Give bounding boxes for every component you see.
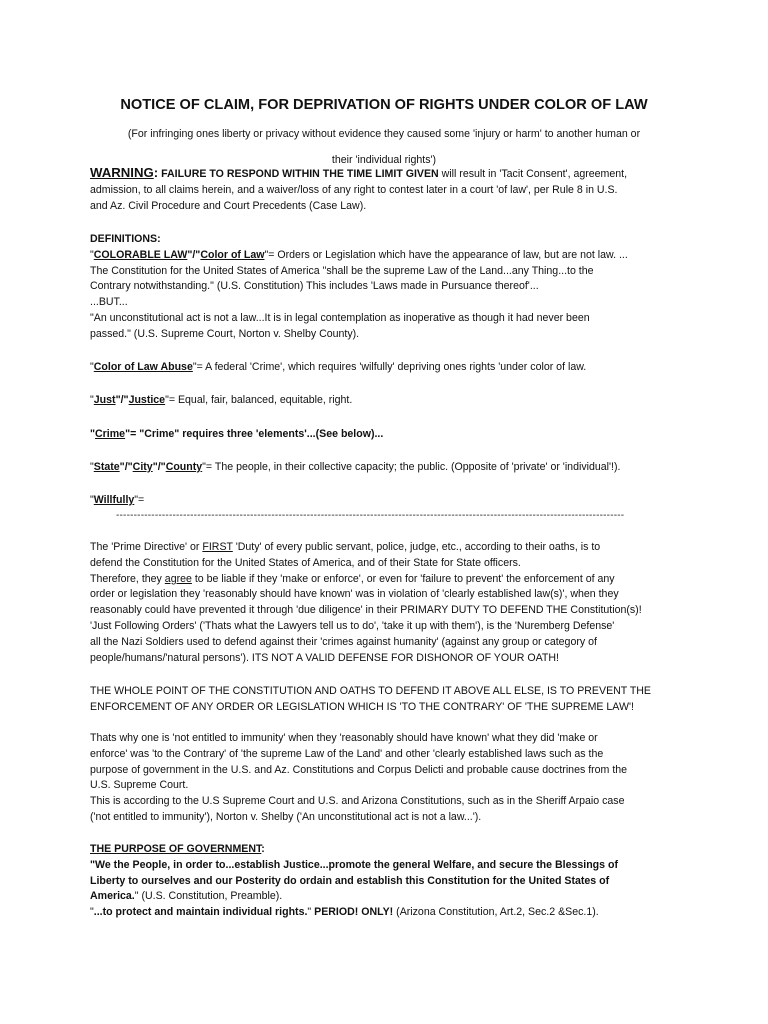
definition-just: "Just"/"Justice"= Equal, fair, balanced, equitable, right. [90,394,353,406]
definition-color-of-law-abuse: "Color of Law Abuse"= A federal 'Crime', which requires 'wilfully' depriving ones rights 'under color of law. [90,361,587,373]
warning-paragraph: WARNING: FAILURE TO RESPOND WITHIN THE TIME LIMIT GIVEN will result in 'Tacit Consent', agreement, admission, to all claims herein, and a waiver/loss of any right to contest later in a court 'of law', per Rule 8 in U.S. and Az. Civil Procedure and Court Precedents (Case Law). [90,165,628,212]
definition-willfully: "Willfully"= [90,494,145,506]
warning-label: WARNING [90,165,154,180]
dashed-separator: ------------------------------------------------------------------------------------------------------------------------------------------------ [116,510,625,521]
subtitle-line: (For infringing ones liberty or privacy without evidence they caused some 'injury or harm' to another human or [127,127,641,140]
definition-state: "State"/"City"/"County"= The people, in their collective capacity; the public. (Opposite of 'private' or 'individual'!). [90,461,621,473]
definitions-heading: DEFINITIONS: [90,233,161,245]
definition-colorable-law: "COLORABLE LAW"/"Color of Law"= Orders or Legislation which have the appearance of law, but are not law. ... [90,248,628,261]
purpose-heading: THE PURPOSE OF GOVERNMENT [90,843,262,855]
immunity-paragraph: Thats why one is 'not entitled to immunity' when they 'reasonably should have known' what they did 'make or enforce' was 'to the Contrary' of 'the supreme Law of the Land' and other 'clearly established laws such as the purpose of government in the U.S. and Az. Constitutions and Corpus Delicti and probable cause doctrines from the U.S. Supreme Court. This is according to the U.S Supreme Court and U.S. and Arizona Constitutions, such as in the Sheriff Arpaio case ('not entitled to immunity'), Norton v. Shelby ('An unconstitutional act is not a law...'). [90,732,628,823]
document-title: NOTICE OF CLAIM, FOR DEPRIVATION OF RIGHTS UNDER COLOR OF LAW [120,97,648,113]
subtitle-line: their 'individual rights') [331,153,437,166]
purpose-of-government-section: THE PURPOSE OF GOVERNMENT: "We the People, in order to...establish Justice...promote the general Welfare, and secure the Blessings of Liberty to ourselves and our Posterity do ordain and establish this Constitution for the United States of America." (U.S. Constitution, Preamble). "...to protect and maintain individual rights." PERIOD! ONLY! (Arizona Constitution, Art.2, Sec.2 &Sec.1). [90,843,618,919]
prime-directive-paragraph: The 'Prime Directive' or FIRST 'Duty' of every public servant, police, judge, etc., according to their oaths, is to defend the Constitution for the United States of America, and of their State for State officers. Therefore, they agree to be liable if they 'make or enforce', or even for 'failure to prevent' the enforcement of any order or legislation they 'reasonably should have known' was in violation of 'clearly established law(s)', when they reasonably could have prevented it through 'due diligence' in their PRIMARY DUTY TO DEFEND THE Constitution(s)! 'Just Following Orders' ('Thats what the Lawyers tell us to do', 'take it up with them'), is the 'Nuremberg Defense' all the Nazi Soldiers used to defend against their 'crimes against humanity' (against any group or category of people/humans/'natural persons'). ITS NOT A VALID DEFENSE FOR DISHONOR OF YOUR OATH! [90,541,642,664]
warning-bold-text: FAILURE TO RESPOND WITHIN THE TIME LIMIT GIVEN [158,168,439,180]
whole-point-paragraph: THE WHOLE POINT OF THE CONSTITUTION AND OATHS TO DEFEND IT ABOVE ALL ELSE, IS TO PREVENT THE ENFORCEMENT OF ANY ORDER OR LEGISLATION WHICH IS 'TO THE CONTRARY' OF 'THE SUPREME LAW'! [90,685,652,713]
definition-crime: "Crime"= "Crime" requires three 'elements'...(See below)... [90,428,384,440]
definitions-section: DEFINITIONS: "COLORABLE LAW"/"Color of Law"= Orders or Legislation which have the appearance of law, but are not law. ... The Constitution for the United States of America "shall be the supreme Law of the Land...any Thing...to the Contrary notwithstanding." (U.S. Constitution) This includes 'Laws made in Pursuance thereof'... ...BUT... "An unconstitutional act is not a law...It is in legal contemplation as inoperative as though it had never been passed." (U.S. Supreme Court, Norton v. Shelby County). [90,232,690,343]
